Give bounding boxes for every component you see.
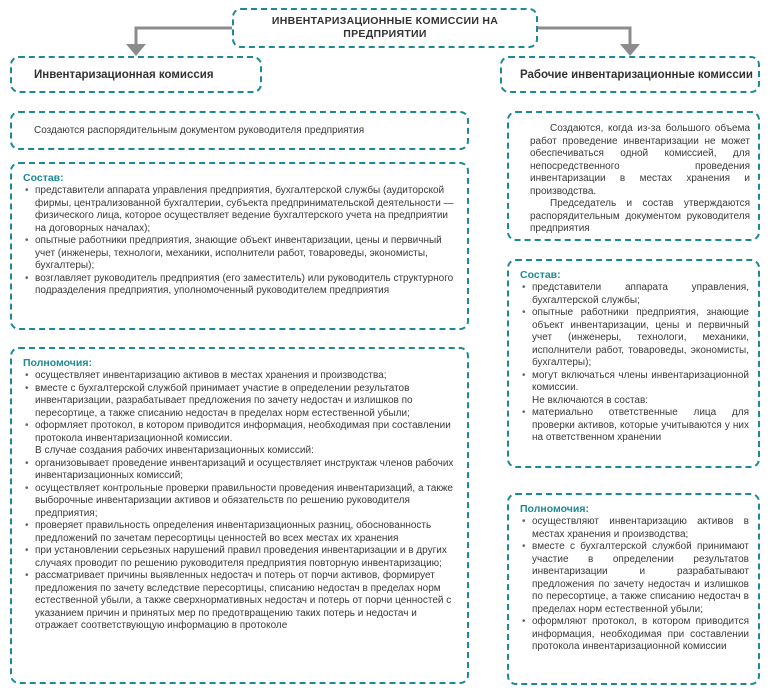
list-item: • осуществляет контрольные проверки правильности проведения инвентаризаций, а также выборочные инвентаризации активов и обязательств по решению руководителя предприятия; [23,483,458,521]
list-item: • опытные работники предприятия, знающие объект инвентаризации, цены и первичный учет (инженеры, технологи, механики, исполнители работ, товароведы, экономисты, бухгалтеры); [520,307,749,370]
right-header-box [500,56,760,93]
arrowhead-left [126,44,146,56]
right-created-box [507,111,760,241]
left-powers-heading: Полномочия: [23,357,92,369]
diagram-title: ИНВЕНТАРИЗАЦИОННЫЕ КОМИССИИ НА ПРЕДПРИЯТИИ [271,15,499,40]
list-item: • организовывает проведение инвентаризаций и осуществляет инструктаж членов рабочих инвентаризационных комиссий; [23,458,458,483]
arrowhead-right [620,44,640,56]
right-powers-heading: Полномочия: [520,503,589,515]
right-powers-list [520,516,749,654]
right-composition-list [520,282,749,445]
list-item: • осуществляет инвентаризацию активов в местах хранения и производства; [23,370,458,383]
right-composition-heading: Состав: [520,269,561,281]
left-powers-list [23,370,458,633]
right-composition-box [507,259,760,468]
list-item: • материально ответственные лица для проверки активов, которые учитываются у них на ответственном хранении [520,407,749,445]
list-item: • опытные работники предприятия, знающие объект инвентаризации, цены и первичный учет (инженеры, технологи, механики, исполнители работ, товароведы, экономисты, бухгалтеры); [23,235,457,273]
right-created-p1: Создаются, когда из-за большого объема работ проведение инвентаризации не может обеспечиваться одной комиссией, для непосредственного проведения инвентаризации в местах хранения и производства. [530,123,750,197]
right-excluded-note: Не включаются в состав: [532,394,649,406]
left-composition-list [23,185,457,298]
left-created-text: Создаются распорядительным документом руководителя предприятия [34,125,365,136]
list-item: • оформляет протокол, в котором приводится информация, необходимая при составлении протокола инвентаризационной комиссии. [23,420,458,445]
list-item: • рассматривает причины выявленных недостач и потерь от порчи активов, формирует предложения по зачету вследствие пересортицы, списанию недостач в пределах норм естественной убыли, а также сверхнормативных недостач и потерь от порчи ценностей с указанием причин и принятых мер по предотвращению таких потерь и недостач и отражает соответствующую информацию в протоколе [23,570,458,633]
list-item: • осуществляют инвентаризацию активов в местах хранения и производства; [520,516,749,541]
right-created-p2: Председатель и состав утверждаются распорядительным документом руководителя предприятия [530,198,750,234]
left-header-box [10,56,262,93]
list-item: • при установлении серьезных нарушений правил проведения инвентаризации и в других случаях проводит по решению руководителя предприятия повторную инвентаризацию; [23,545,458,570]
left-composition-box [10,162,469,330]
arrow-left [136,28,232,46]
left-composition-heading: Состав: [23,172,64,184]
list-item: • представители аппарата управления предприятия, бухгалтерской службы (аудиторской фирмы, централизованной бухгалтерии, субъекта предпринимательской деятельности — физического лица, которое осуществляет ведение бухгалтерского учета на предприятии на договорных началах); [23,185,457,235]
diagram-title-box [232,8,538,48]
list-item: • проверяет правильность определения инвентаризационных разниц, обоснованность предложений по зачетам пересортицы ценностей во всех местах их хранения [23,520,458,545]
left-header: Инвентаризационная комиссия [34,68,214,81]
list-item: • оформляют протокол, в котором приводится информация, необходимая при составлении протокола инвентаризационной комиссии [520,616,749,654]
list-item: • возглавляет руководитель предприятия (его заместитель) или руководитель структурного подразделения предприятия, уполномоченный руководителем предприятия [23,273,457,298]
list-item: • вместе с бухгалтерской службой принимают участие в определении результатов инвентаризации и разрабатывают предложения по зачету недостач и излишков по пересортице, а также списанию недостач в пределах норм естественной убыли; [520,541,749,616]
left-powers-note: В случае создания рабочих инвентаризационных комиссий: [35,445,314,456]
list-item: • представители аппарата управления, бухгалтерской службы; [520,282,749,307]
right-header: Рабочие инвентаризационные комиссии [520,68,753,81]
left-created-box [10,111,469,150]
arrow-right [538,28,630,46]
list-item: • вместе с бухгалтерской службой принимает участие в определении результатов инвентаризации, разрабатывает предложения по зачету недостач и излишков по пересортице, а также списанию недостач в пределах норм естественной убыли; [23,383,458,421]
right-powers-box [507,493,760,685]
left-powers-box [10,347,469,684]
list-item: • могут включаться члены инвентаризационной комиссии. [520,370,749,395]
